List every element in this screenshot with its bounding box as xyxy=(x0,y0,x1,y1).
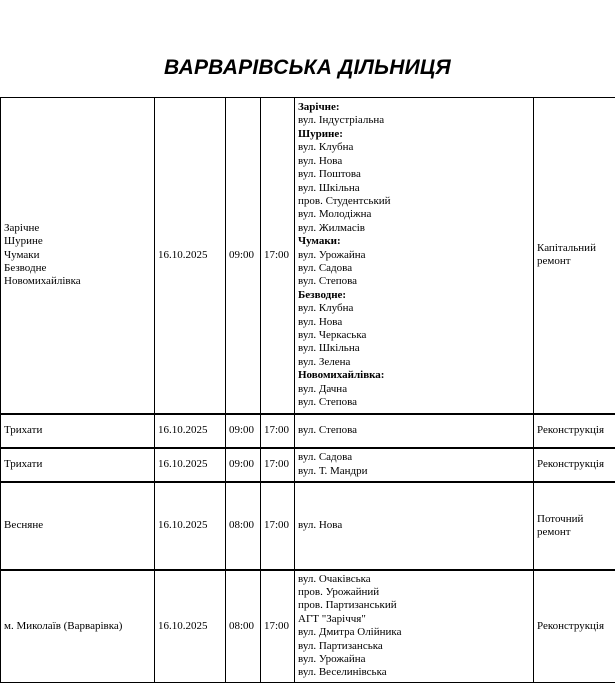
street-name: вул. Нова xyxy=(298,315,343,328)
table-row xyxy=(1,570,615,683)
page-title: ВАРВАРІВСЬКА ДІЛЬНИЦЯ xyxy=(164,56,451,79)
settlement-name: Весняне xyxy=(4,518,44,531)
street-name: вул. Урожайна xyxy=(298,653,366,666)
start-time-cell: 08:00 xyxy=(226,570,261,683)
settlement-name: Зарічне xyxy=(4,221,40,234)
settlement-name: Безводне xyxy=(4,261,47,274)
village-street-group xyxy=(298,101,530,128)
street-name: вул. Черкаська xyxy=(298,328,367,341)
start-time-cell: 09:00 xyxy=(226,414,261,448)
village-heading: Безводне: xyxy=(298,288,347,301)
village-heading: Зарічне: xyxy=(298,101,340,114)
work-type-cell: Капітальний ремонт xyxy=(534,98,615,414)
street-name: вул. Дмитра Олійника xyxy=(298,626,402,639)
street-name: вул. Степова xyxy=(298,275,358,288)
start-time-cell: 09:00 xyxy=(226,448,261,482)
street-name: вул. Степова xyxy=(298,396,358,409)
street-name: вул. Зелена xyxy=(298,355,351,368)
streets-cell xyxy=(295,98,534,414)
start-time-cell: 08:00 xyxy=(226,482,261,570)
village-heading: Шурине: xyxy=(298,127,343,140)
table-row xyxy=(1,414,615,448)
street-name: вул. Шкільна xyxy=(298,181,360,194)
street-name: пров. Студентський xyxy=(298,194,391,207)
settlement-name: Трихати xyxy=(4,457,43,470)
end-time-cell: 17:00 xyxy=(261,482,295,570)
work-type-cell: Реконструкція xyxy=(534,570,615,683)
streets-cell xyxy=(295,448,534,482)
date-cell: 16.10.2025 xyxy=(155,98,226,414)
start-time-cell: 09:00 xyxy=(226,98,261,414)
street-name: вул. Нова xyxy=(298,518,343,531)
settlement-name: Чумаки xyxy=(4,248,40,261)
settlement-name: Трихати xyxy=(4,423,43,436)
table-row xyxy=(1,448,615,482)
work-type-cell: Реконструкція xyxy=(534,448,615,482)
street-name: вул. Клубна xyxy=(298,141,354,154)
settlements-cell xyxy=(1,98,155,414)
streets-cell xyxy=(295,570,534,683)
street-name: вул. Поштова xyxy=(298,168,361,181)
date-cell: 16.10.2025 xyxy=(155,448,226,482)
street-name: вул. Клубна xyxy=(298,302,354,315)
street-name: вул. Нова xyxy=(298,154,343,167)
end-time-cell: 17:00 xyxy=(261,570,295,683)
street-name: вул. Шкільна xyxy=(298,342,360,355)
end-time-cell: 17:00 xyxy=(261,414,295,448)
street-name: вул. Молодіжна xyxy=(298,208,372,221)
street-name: вул. Партизанська xyxy=(298,639,383,652)
table-row xyxy=(1,98,615,414)
settlements-cell xyxy=(1,414,155,448)
streets-cell xyxy=(295,482,534,570)
outage-schedule-table xyxy=(0,97,615,683)
street-name: пров. Партизанський xyxy=(298,599,397,612)
settlement-name: м. Миколаїв (Варварівка) xyxy=(4,619,123,632)
village-street-group xyxy=(298,519,530,532)
village-street-group xyxy=(298,128,530,235)
street-name: вул. Індустріальна xyxy=(298,114,385,127)
village-heading: Новомихайлівка: xyxy=(298,369,385,382)
street-name: вул. Веселинівська xyxy=(298,666,387,679)
street-name: вул. Степова xyxy=(298,423,358,436)
street-name: вул. Т. Мандри xyxy=(298,464,368,477)
work-type-cell: Реконструкція xyxy=(534,414,615,448)
date-cell: 16.10.2025 xyxy=(155,414,226,448)
settlement-name: Шурине xyxy=(4,235,43,248)
village-street-group xyxy=(298,573,530,680)
street-name: вул. Садова xyxy=(298,261,353,274)
work-type-cell: Поточний ремонт xyxy=(534,482,615,570)
date-cell: 16.10.2025 xyxy=(155,570,226,683)
settlements-cell xyxy=(1,448,155,482)
settlements-cell xyxy=(1,570,155,683)
street-name: вул. Урожайна xyxy=(298,248,366,261)
street-name: вул. Дачна xyxy=(298,382,348,395)
village-street-group xyxy=(298,451,530,478)
street-name: пров. Урожайний xyxy=(298,586,380,599)
village-street-group xyxy=(298,424,530,437)
street-name: вул. Жилмасів xyxy=(298,221,365,234)
settlement-name: Новомихайлівка xyxy=(4,275,81,288)
table-row xyxy=(1,482,615,570)
settlements-cell xyxy=(1,482,155,570)
date-cell: 16.10.2025 xyxy=(155,482,226,570)
streets-cell xyxy=(295,414,534,448)
end-time-cell: 17:00 xyxy=(261,448,295,482)
street-name: вул. Очаківська xyxy=(298,572,371,585)
street-name: вул. Садова xyxy=(298,451,353,464)
village-heading: Чумаки: xyxy=(298,235,341,248)
street-name: АГТ "Заріччя" xyxy=(298,612,366,625)
village-street-group xyxy=(298,369,530,409)
village-street-group xyxy=(298,235,530,289)
end-time-cell: 17:00 xyxy=(261,98,295,414)
village-street-group xyxy=(298,289,530,369)
